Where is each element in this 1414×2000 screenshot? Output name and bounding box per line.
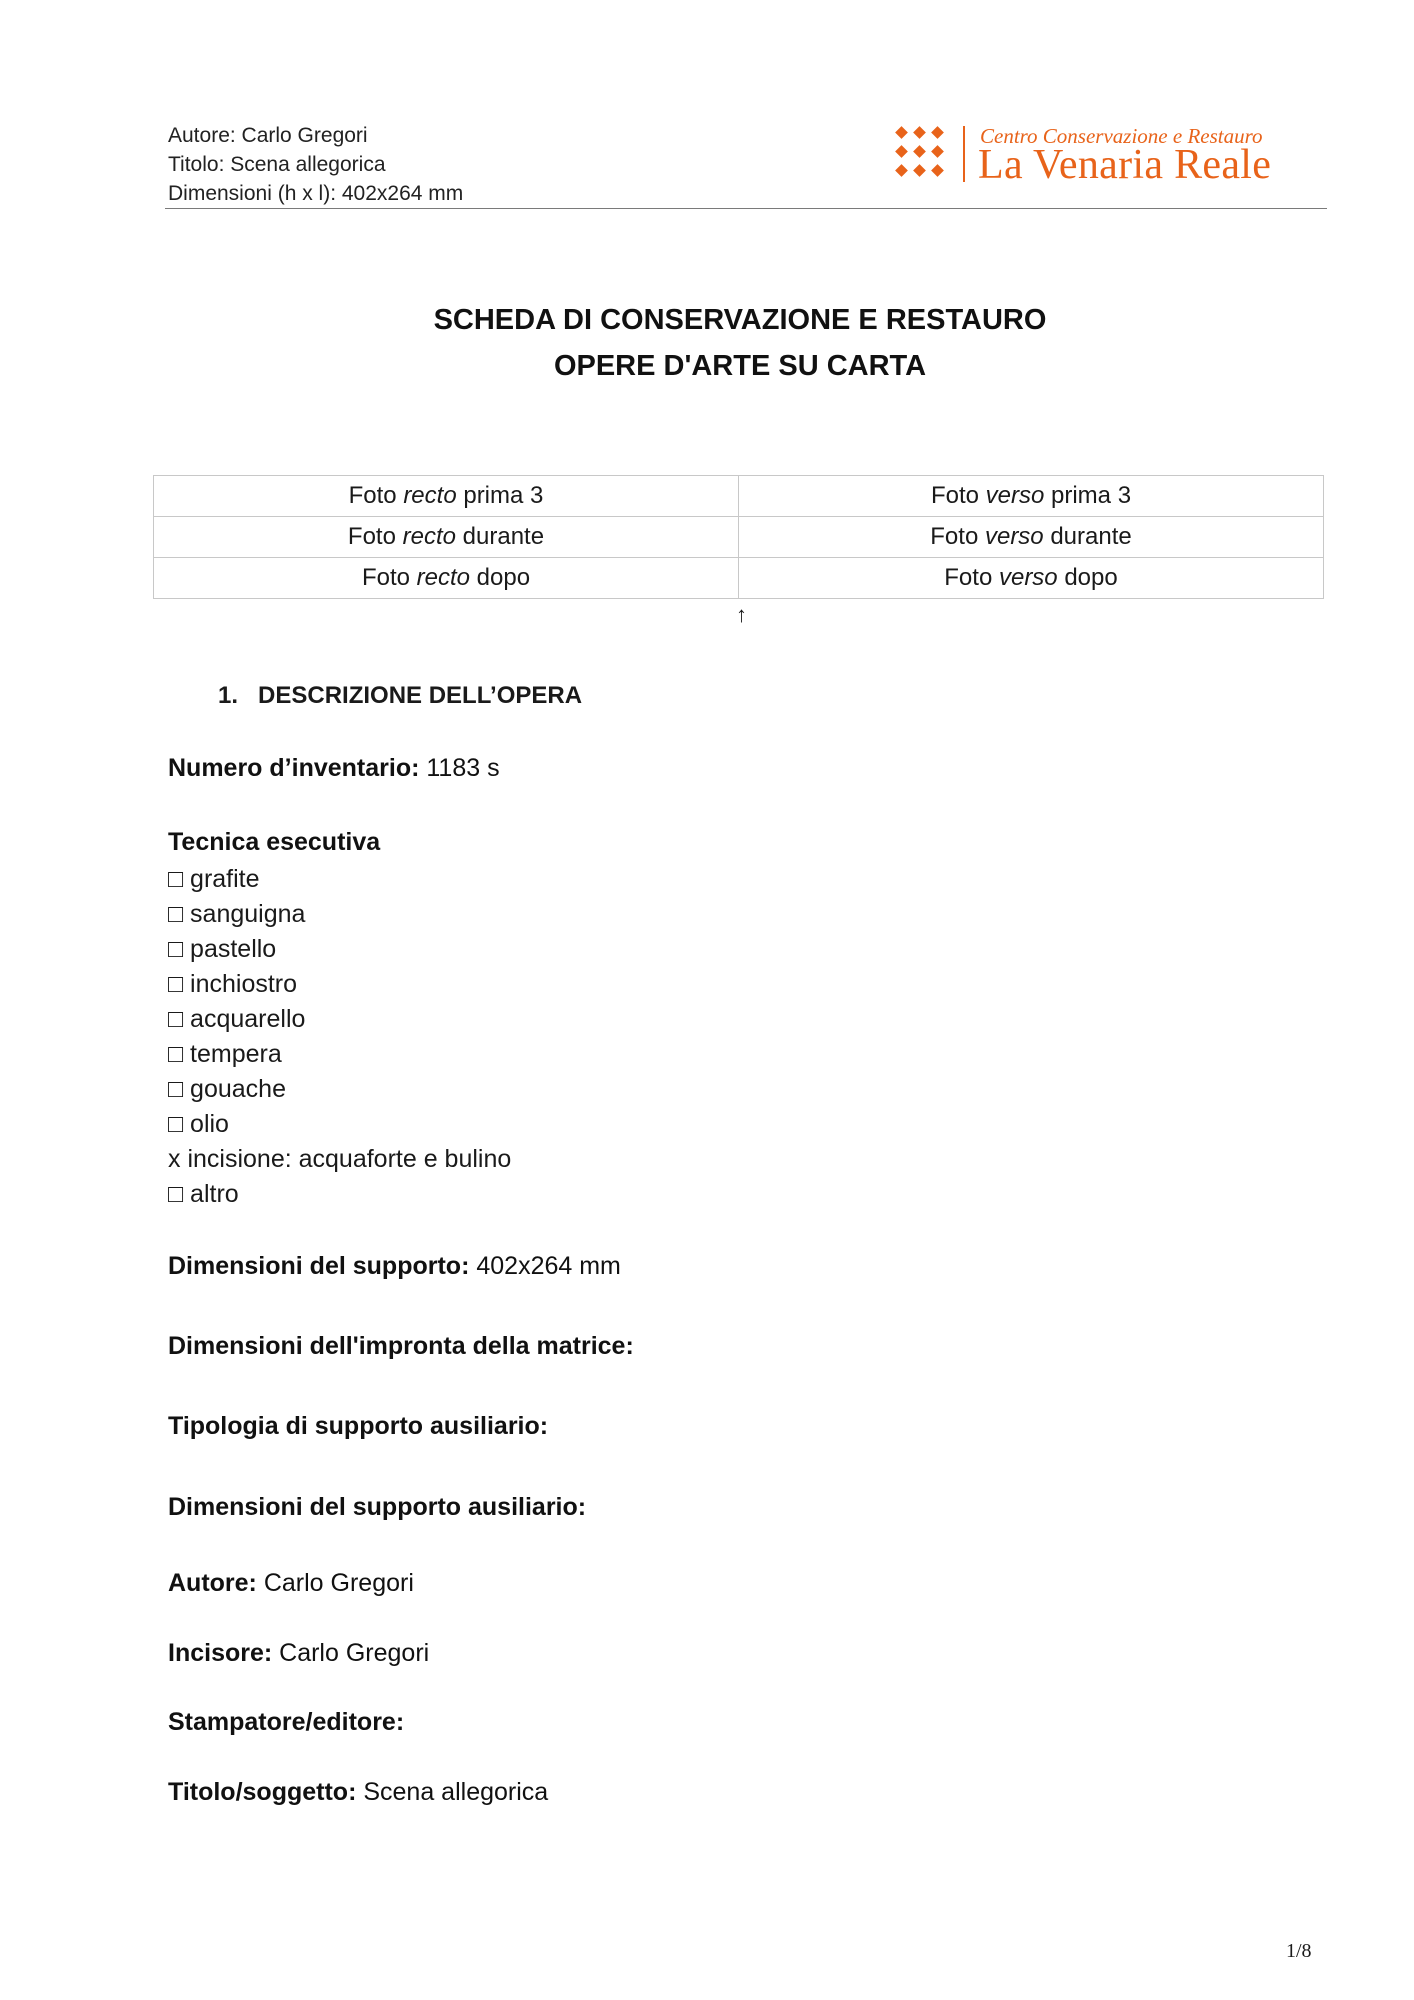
page-number: 1/8	[1286, 1940, 1312, 1962]
field-label: Tipologia di supporto ausiliario:	[168, 1412, 549, 1440]
photo-table	[153, 475, 1324, 599]
field-label: Tecnica esecutiva	[168, 828, 381, 856]
engraver-field	[168, 1639, 429, 1668]
list-item: x incisione: acquaforte e bulino	[168, 1145, 512, 1173]
printer-publisher-field	[168, 1708, 404, 1737]
field-value: 402x264 mm	[469, 1252, 621, 1280]
photo-recto-cell	[154, 558, 739, 599]
photo-label: Foto	[347, 523, 403, 550]
photo-label: Foto	[930, 482, 986, 509]
support-dimensions-field	[168, 1252, 621, 1281]
auxiliary-support-dimensions-field	[168, 1493, 586, 1522]
field-label: Dimensioni del supporto ausiliario:	[168, 1493, 587, 1521]
photo-phase: durante	[455, 523, 545, 550]
list-item: □ olio	[168, 1110, 229, 1138]
header-title: Titolo: Scena allegorica	[168, 153, 386, 176]
header-dimensions: Dimensioni (h x l): 402x264 mm	[168, 182, 464, 205]
list-item: □ gouache	[168, 1075, 286, 1103]
photo-verso-cell	[739, 517, 1324, 558]
field-label: Stampatore/editore:	[168, 1708, 405, 1736]
photo-phase: prima 3	[1044, 482, 1132, 509]
photo-side: recto	[416, 564, 470, 591]
photo-side: verso	[985, 482, 1045, 509]
header-author: Autore: Carlo Gregori	[168, 124, 368, 147]
header-divider	[165, 208, 1327, 209]
photo-phase: dopo	[470, 564, 531, 591]
document-title: SCHEDA DI CONSERVAZIONE E RESTAURO	[433, 304, 1047, 336]
field-label: Titolo/soggetto:	[168, 1778, 357, 1806]
photo-recto-cell	[154, 517, 739, 558]
photo-phase: prima 3	[456, 482, 544, 509]
title-subject-field	[168, 1778, 548, 1807]
auxiliary-support-type-field	[168, 1412, 548, 1441]
photo-verso-cell	[739, 558, 1324, 599]
list-item: □ sanguigna	[168, 900, 306, 928]
logo	[893, 124, 1333, 188]
up-arrow-icon: ↑	[736, 602, 747, 627]
technique-list	[168, 862, 511, 1212]
field-label: Incisore:	[168, 1639, 273, 1667]
photo-side: recto	[402, 523, 456, 550]
list-item: □ pastello	[168, 935, 277, 963]
photo-verso-cell	[739, 476, 1324, 517]
field-label: Numero d’inventario:	[168, 754, 420, 782]
photo-label: Foto	[944, 564, 999, 591]
table-row	[154, 517, 1324, 558]
section-number: 1.	[218, 682, 239, 709]
table-row	[154, 476, 1324, 517]
list-item: □ grafite	[168, 865, 260, 893]
plate-mark-field	[168, 1332, 634, 1361]
list-item: □ acquarello	[168, 1005, 306, 1033]
photo-phase: durante	[1043, 523, 1132, 550]
inventory-field	[168, 754, 500, 783]
logo-title: La Venaria Reale	[978, 142, 1272, 188]
list-item: □ inchiostro	[168, 970, 298, 998]
field-label: Dimensioni del supporto:	[168, 1252, 470, 1280]
field-value: Carlo Gregori	[256, 1569, 414, 1597]
photo-phase: dopo	[1057, 564, 1118, 591]
section-heading	[218, 682, 582, 710]
photo-label: Foto	[930, 523, 985, 550]
photo-label: Foto	[348, 482, 404, 509]
logo-divider	[963, 126, 965, 182]
photo-recto-cell	[154, 476, 739, 517]
field-label: Dimensioni dell'impronta della matrice:	[168, 1332, 634, 1360]
section-title: DESCRIZIONE DELL’OPERA	[258, 682, 583, 709]
table-row	[154, 558, 1324, 599]
field-label: Autore:	[168, 1569, 257, 1597]
logo-subtitle: Centro Conservazione e Restauro	[980, 124, 1263, 148]
field-value: 1183 s	[419, 754, 500, 782]
list-item: □ tempera	[168, 1040, 282, 1068]
photo-side: recto	[403, 482, 457, 509]
field-value: Scena allegorica	[356, 1778, 549, 1806]
list-item: □ altro	[168, 1180, 239, 1208]
author-field	[168, 1569, 414, 1598]
photo-side: verso	[984, 523, 1044, 550]
logo-diamond-icon	[893, 124, 955, 184]
photo-side: verso	[998, 564, 1058, 591]
document-subtitle: OPERE D'ARTE SU CARTA	[553, 350, 927, 382]
technique-heading	[168, 828, 380, 857]
field-value: Carlo Gregori	[272, 1639, 430, 1667]
photo-label: Foto	[361, 564, 417, 591]
